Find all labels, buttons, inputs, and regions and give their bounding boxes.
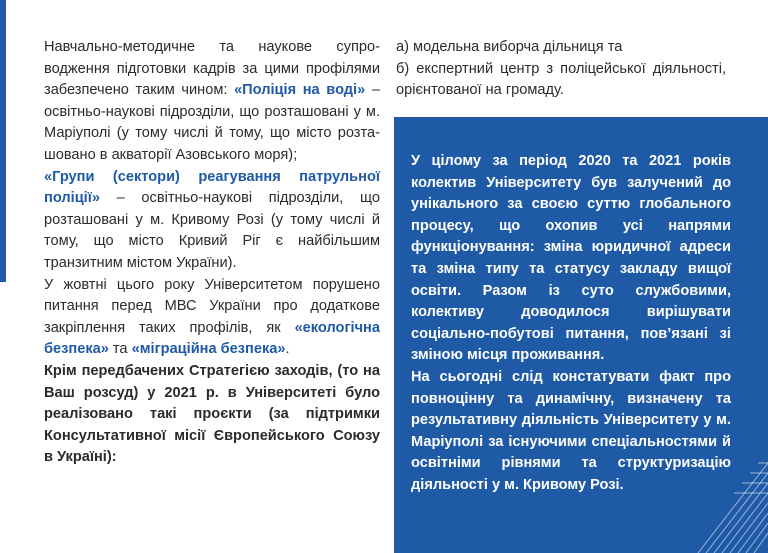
project-item-a: а) модельна виборча дільниця та [396,39,623,55]
conjunction-text: та [108,341,132,358]
projects-list [396,37,726,102]
profile-police-on-water-description: – освітньо-наукові підрозділи, що розташовані у м. Маріуполі (у тому числі й тому, що місто розташовано в акваторії Азовського моря); [44,82,380,163]
left-edge-accent-stripe [0,0,6,282]
profile-patrol-response-groups-description: – освітньо-наукові підрозділи, що розташовані у м. Кривому Розі (у тому числі й тому, що місто Кривий Ріг є найбільшим транзитним містом України). [44,190,380,271]
decorative-lines-graphic [638,443,768,553]
project-item-b: б) експертний центр з поліцейської діяльності, орієнтованої на громаду. [396,60,726,99]
patrol-groups-paragraph [44,167,380,275]
profile-police-on-water: «Поліція на воді» [234,82,366,99]
summary-paragraph-1: У цілому за період 2020 та 2021 років колектив Університету був залучений до унікального за своєю суттю глобального процесу, що охопив усі напрями функціонування: зміна юридичної адреси та зміна типу та статусу закладу вищої освіти. Разом із суто службовими, колективу доводилося вирішувати соціально-побутові питання, пов’язані зі зміною місця проживання. [411,153,731,364]
october-paragraph [44,275,380,361]
summary-paragraph-2: На сьогодні слід констатувати факт про повноцінну та динамічну, визначену та результативну діяльність Університету у м. Маріуполі за існуючими спеціальностями й освітніми рівнями та структуризацію діяльності у м. Кривому Розі. [411,368,731,493]
october-text: У жовтні цього року Університетом порушено питання перед МВС України про додаткове закріплення таких профілів, як [44,276,380,336]
profile-migration-security: «міграційна безпека» [131,341,286,358]
intro-paragraph [44,37,380,167]
profile-ecological-security: «екологічна безпека» [44,319,380,358]
profile-patrol-response-groups: «Групи (сектори) реагування патрульної поліції» [44,168,380,207]
sentence-period: . [285,341,290,358]
intro-text: Навчально-методичне та наукове супроводження підготовки кадрів за цими профілями забезпечено таким чином: [44,39,380,99]
left-column [44,37,380,469]
strategy-paragraph: Крім передбачених Стратегією заходів, (то на Ваш розсуд) у 2021 р. в Університеті було реалізовано такі проєкти (за підтримки Консультативної місії Європейського Союзу в Україні): [44,362,380,466]
